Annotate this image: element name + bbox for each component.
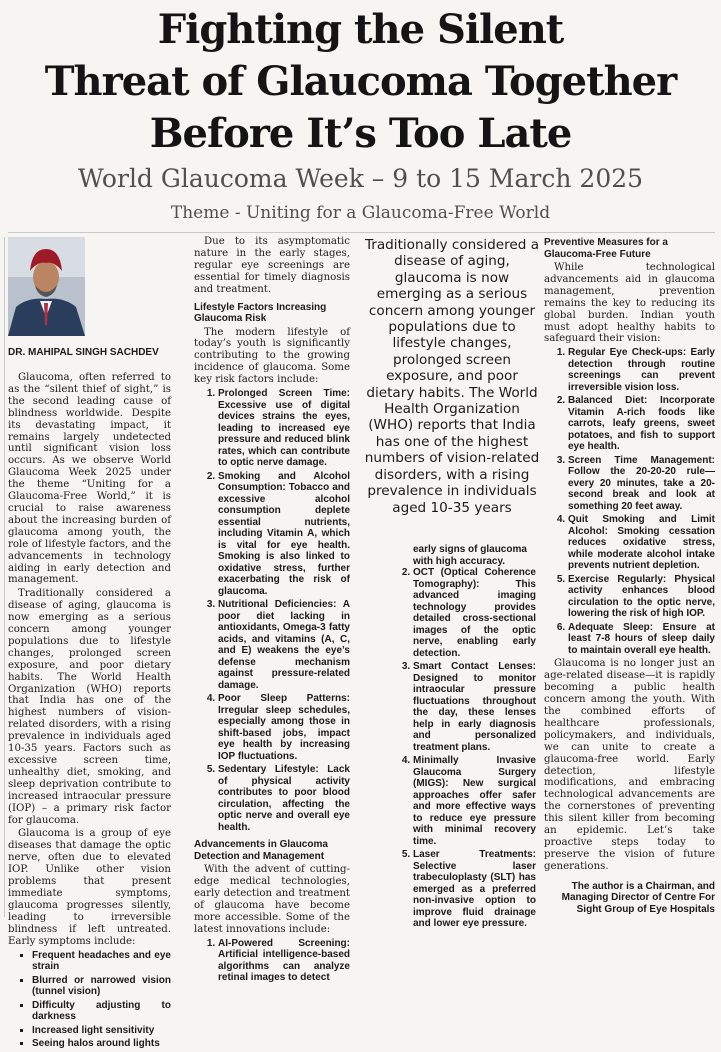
list-item: ▪ Blurred or narrowed vision (tunnel vision) bbox=[32, 975, 171, 998]
paragraph-conclusion: Glaucoma is no longer just an age-related disease—it is rapidly becoming a public health concern among the youth. With the combined efforts of healthcare professionals, policymakers, and individuals, we can unite to create a glaucoma-free world. Early detection, lifestyle modifications, and embracing technological advancements are the cornerstones of preventing this silent killer from becoming an epidemic. Let’s take proactive steps today to preserve the vision of future generations. bbox=[544, 658, 715, 872]
section-heading-prevention: Preventive Measures for a Glaucoma-Free Future bbox=[544, 237, 668, 260]
subheadline: World Glaucoma Week – 9 to 15 March 2025 bbox=[77, 164, 644, 193]
list-item: 3. Smart Contact Lenses: Designed to monitor intraocular pressure fluctuations throughout the day, these lenses help in early diagnosis and personalized treatment plans. bbox=[413, 661, 536, 753]
column-1 bbox=[8, 372, 171, 1052]
headline bbox=[0, 4, 721, 160]
symptoms-list bbox=[8, 950, 171, 1050]
paragraph-youth: Traditionally considered a disease of aging, glaucoma is now emerging as a serious concern among younger populations due to lifestyle changes, prolonged screen exposure, and poor dietary habits. The World Health Organization (WHO) reports that India has one of the highest numbers of vision-related disorders, with a rising prevalence in individuals aged 10-35 years. Factors such as excessive screen time, unhealthy diet, smoking, and sleep deprivation contribute to increased intraocular pressure (IOP) – a primary risk factor for glaucoma. bbox=[8, 588, 171, 826]
list-item: 6. Adequate Sleep: Ensure at least 7-8 hours of sleep daily to maintain overall eye health. bbox=[568, 622, 715, 657]
theme-line: Theme - Uniting for a Glaucoma-Free World bbox=[170, 203, 551, 223]
section-heading-lifestyle: Lifestyle Factors Increasing Glaucoma Risk bbox=[194, 301, 327, 325]
list-item: ▪ Seeing halos around lights bbox=[32, 1038, 171, 1050]
headline-line-2: Threat of Glaucoma Together bbox=[44, 58, 677, 105]
list-item: 2. Balanced Diet: Incorporate Vitamin A-rich foods like carrots, leafy greens, sweet potatoes, and fish to support eye health. bbox=[568, 395, 715, 453]
prevention-list bbox=[544, 347, 715, 656]
list-item: 4. Quit Smoking and Limit Alcohol: Smoking cessation reduces oxidative stress, while moderate alcohol intake prevents nutrient depletion. bbox=[568, 514, 715, 572]
author-credit: The author is a Chairman, and Managing Director of Centre For Sight Group of Eye Hospitals bbox=[561, 880, 715, 915]
list-item: 4. Poor Sleep Patterns: Irregular sleep schedules, especially among those in shift-based jobs, impact eye health by increasing IOP fluctuations. bbox=[218, 693, 350, 762]
list-item: 5. Sedentary Lifestyle: Lack of physical activity contributes to poor blood circulation, affecting the optic nerve and overall eye health. bbox=[218, 764, 350, 833]
headline-line-3: Before It’s Too Late bbox=[149, 110, 572, 157]
section-heading-advancements: Advancements in Glaucoma Detection and Management bbox=[194, 839, 328, 862]
column-2 bbox=[194, 236, 350, 986]
paragraph-screenings: Due to its asymptomatic nature in the early stages, regular eye screenings are essential for timely diagnosis and treatment. bbox=[194, 236, 350, 295]
author-portrait-icon bbox=[8, 237, 85, 336]
list-item: 5. Laser Treatments: Selective laser trabeculoplasty (SLT) has emerged as a preferred non-invasive option to improve fluid drainage and lower eye pressure. bbox=[413, 849, 536, 930]
top-rule bbox=[8, 232, 715, 233]
list-item: 2. Smoking and Alcohol Consumption: Tobacco and excessive alcohol consumption deplete essential nutrients, including Vitamin A, which is vital for eye health. Smoking is also linked to oxidative stress, further exacerbating the risk of glaucoma. bbox=[218, 471, 350, 598]
column-3 bbox=[389, 544, 536, 932]
column-4 bbox=[544, 237, 715, 915]
left-rule bbox=[4, 237, 5, 917]
list-item: 4. Minimally Invasive Glaucoma Surgery (MIGS): New surgical approaches offer safer and more effective ways to reduce eye pressure with minimal recovery time. bbox=[413, 755, 536, 847]
list-item: 1. Prolonged Screen Time: Excessive use of digital devices strains the eyes, leading to increased eye pressure and reduced blink rates, which can contribute to optic nerve damage. bbox=[218, 388, 350, 469]
list-item: ▪ Difficulty adjusting to darkness bbox=[32, 1000, 171, 1023]
list-continuation: early signs of glaucoma with high accuracy. bbox=[413, 544, 527, 567]
list-item: 5. Exercise Regularly: Physical activity enhances blood circulation to the optic nerve, lowering the risk of high IOP. bbox=[568, 574, 715, 620]
list-item: 3. Nutritional Deficiencies: A poor diet lacking in antioxidants, Omega-3 fatty acids, and vitamins (A, C, and E) weakens the eye’s defense mechanism against pressure-related damage. bbox=[218, 599, 350, 691]
author-photo bbox=[8, 237, 85, 336]
author-byline: DR. MAHIPAL SINGH SACHDEV bbox=[8, 347, 159, 358]
pull-quote: Traditionally considered a disease of aging, glaucoma is now emerging as a serious concern among younger populations due to lifestyle changes, prolonged screen exposure, and poor dietary habits. The World Health Organization (WHO) reports that India has one of the highest numbers of vision-related disorders, with a rising prevalence in individuals aged 10-35 years bbox=[364, 237, 540, 516]
paragraph-prevention-intro: While technological advancements aid in glaucoma management, prevention remains the key to reducing its global burden. Indian youth must adopt healthy habits to safeguard their vision: bbox=[544, 262, 715, 345]
paragraph-intro: Glaucoma, often referred to as the “silent thief of sight,” is the second leading cause of blindness worldwide. Despite its devastating impact, it remains largely undetected until significant vision loss occurs. As we observe World Glaucoma Week 2025 under the theme “Uniting for a Glaucoma-Free World,” it is crucial to raise awareness about the increasing burden of glaucoma among youth, the role of lifestyle factors, and the advancements in technology aiding in early detection and management. bbox=[8, 372, 171, 586]
paragraph-lifestyle-intro: The modern lifestyle of today’s youth is significantly contributing to the growing incidence of glaucoma. Some key risk factors include: bbox=[194, 326, 350, 386]
paragraph-advancements-intro: With the advent of cutting-edge medical technologies, early detection and treatment of glaucoma have become more accessible. Some of the latest innovations include: bbox=[194, 864, 350, 935]
paragraph-symptoms-intro: Glaucoma is a group of eye diseases that damage the optic nerve, often due to elevated IOP. Unlike other vision problems that present immediate symptoms, glaucoma progresses silently, leading to irreversible blindness if left untreated. Early symptoms include: bbox=[8, 828, 171, 947]
list-item: ▪ Increased light sensitivity bbox=[32, 1025, 171, 1037]
risk-factors-list bbox=[194, 388, 350, 833]
headline-line-1: Fighting the Silent bbox=[157, 6, 564, 53]
list-item: 1. Regular Eye Check-ups: Early detection through routine screenings can prevent irreversible vision loss. bbox=[568, 347, 715, 393]
list-item: 3. Screen Time Management: Follow the 20-20-20 rule—every 20 minutes, take a 20-second break and look at something 20 feet away. bbox=[568, 455, 715, 513]
technology-list-continued bbox=[389, 567, 536, 930]
list-item: 2. OCT (Optical Coherence Tomography): This advanced imaging technology provides detailed cross-sectional images of the optic nerve, enabling early detection. bbox=[413, 567, 536, 659]
list-item: ▪ Frequent headaches and eye strain bbox=[32, 950, 171, 973]
list-item: 1. AI-Powered Screening: Artificial intelligence-based algorithms can analyze retinal images to detect bbox=[218, 938, 350, 984]
technology-list bbox=[194, 938, 350, 984]
